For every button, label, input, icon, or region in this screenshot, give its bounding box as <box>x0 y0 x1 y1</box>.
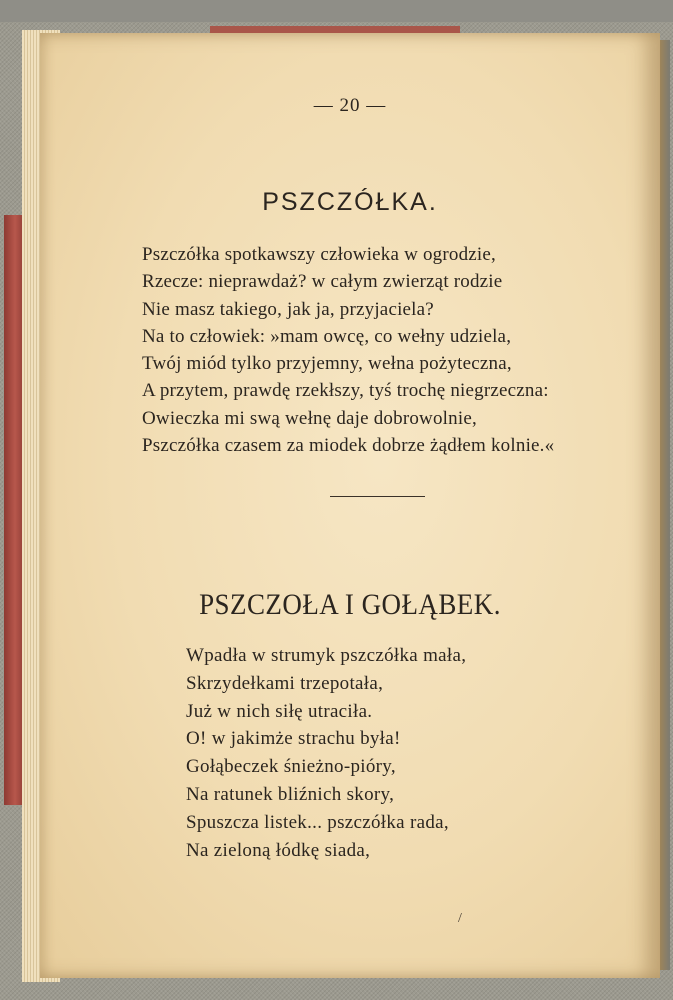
poem-line: Gołąbeczek śnieżno-pióry, <box>186 756 396 778</box>
poem-line: Na zieloną łódkę siada, <box>186 839 371 861</box>
page-number: — 20 — <box>313 95 387 116</box>
poem-line: A przytem, prawdę rzekłszy, tyś trochę niegrzeczna: <box>142 380 549 402</box>
poem-line: Twój miód tylko przyjemny, wełna pożyteczna, <box>142 353 512 375</box>
poem-line: Nie masz takiego, jak ja, przyjaciela? <box>142 298 434 320</box>
book-page <box>40 33 660 978</box>
section-divider <box>330 496 425 497</box>
poem-line: Rzecze: nieprawdaż? w całym zwierząt rodzie <box>142 271 503 293</box>
poem-line: Na ratunek bliźnich skory, <box>186 783 395 805</box>
poem-line: Na to człowiek: »mam owcę, co wełny udziela, <box>142 325 512 347</box>
poem-pszczolka-text <box>142 241 662 459</box>
poem-line: Owieczka mi swą wełnę daje dobrowolnie, <box>142 407 477 429</box>
pencil-mark-icon: / <box>458 911 462 926</box>
poem-pszczola-text <box>186 642 606 864</box>
poem-title-pszczolka: PSZCZÓŁKA. <box>262 188 438 216</box>
poem-line: Spuszcza listek... pszczółka rada, <box>186 811 449 833</box>
poem-line: O! w jakimże strachu była! <box>186 728 401 750</box>
poem-line: Pszczółka czasem za miodek dobrze żądłem kolnie.« <box>142 435 555 457</box>
poem-line: Pszczółka spotkawszy człowieka w ogrodzie, <box>142 244 496 265</box>
poem-line: Już w nich siłę utraciła. <box>186 700 373 722</box>
poem-title-pszczola-i-golabek: PSZCZOŁA I GOŁĄBEK. <box>199 588 501 621</box>
poem-line: Wpadła w strumyk pszczółka mała, <box>186 645 467 666</box>
poem-line: Skrzydełkami trzepotała, <box>186 672 384 694</box>
